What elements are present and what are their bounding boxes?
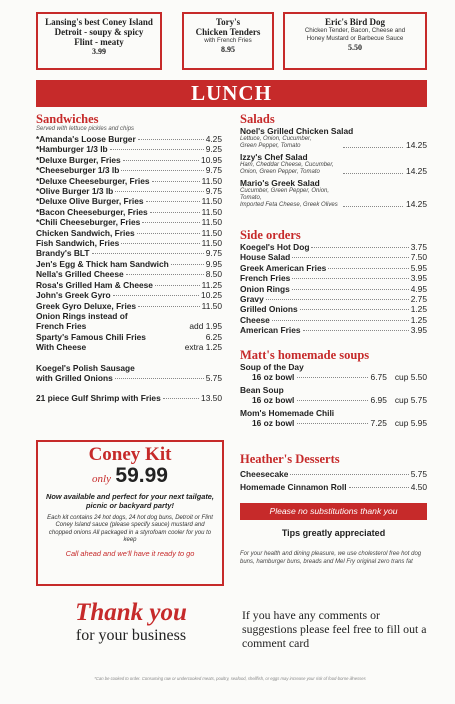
dot-leader xyxy=(146,201,200,202)
sandwich-row xyxy=(36,280,222,290)
coney-kit-box xyxy=(36,440,224,586)
item-price: 11.50 xyxy=(201,196,222,207)
coney-special-title: Lansing's best Coney Island xyxy=(45,17,153,27)
soup-bowl-price: 7.25 xyxy=(370,418,387,428)
soup-bowl: 16 oz bowl xyxy=(252,395,295,405)
item-price: 3.95 xyxy=(410,273,427,284)
salad-price: 14.25 xyxy=(406,140,427,150)
item-name: French Fries xyxy=(240,273,291,284)
item-name: Cheesecake xyxy=(240,469,289,479)
item-name: *Olive Burger 1/3 lb xyxy=(36,186,114,197)
coney-kit-only: only xyxy=(92,473,111,485)
salad-price: 14.25 xyxy=(406,166,427,176)
side-orders-section xyxy=(240,228,427,336)
polish-sausage-line1: Koegel's Polish Sausage xyxy=(36,362,135,373)
salad-desc-line: Cucumber, Green Pepper, Onion, Tomato, xyxy=(240,188,330,201)
item-price: 4.50 xyxy=(410,482,427,493)
item-name: *Cheeseburger 1/3 lb xyxy=(36,165,120,176)
item-price: 5.95 xyxy=(410,262,427,273)
item-price: 11.25 xyxy=(201,279,222,290)
dot-leader xyxy=(292,289,409,290)
item-name: *Deluxe Burger, Fries xyxy=(36,154,121,165)
dot-leader xyxy=(92,253,204,254)
salad-desc-line: Imported Feta Cheese, Greek Olives xyxy=(240,202,338,208)
salad-name: Mario's Greek Salad xyxy=(240,178,320,188)
item-name: Homemade Cinnamon Roll xyxy=(240,482,347,493)
item-price: 10.95 xyxy=(201,154,222,165)
item-name: American Fries xyxy=(240,325,301,336)
dot-leader xyxy=(343,206,403,207)
dot-leader xyxy=(110,149,204,150)
onion-rings-upgrade-line1: Onion Rings instead of xyxy=(36,310,128,321)
salad-price: 14.25 xyxy=(406,199,427,209)
item-name: Cheese xyxy=(240,314,270,325)
dot-leader xyxy=(150,212,200,213)
dot-leader xyxy=(292,278,408,279)
dot-leader xyxy=(171,264,204,265)
dot-leader xyxy=(297,377,367,378)
side-row xyxy=(240,325,427,335)
soup-item xyxy=(240,385,427,405)
tenders-special-box xyxy=(182,12,274,70)
item-name: Koegel's Hot Dog xyxy=(240,242,310,252)
dot-leader xyxy=(113,295,199,296)
item-name: Greek Gyro Deluxe, Fries xyxy=(36,300,137,311)
item-price: 1.25 xyxy=(410,304,427,315)
bird-dog-sub1: Chicken Tender, Bacon, Cheese and xyxy=(304,27,406,34)
item-price: 2.75 xyxy=(410,294,427,305)
salads-section xyxy=(240,112,427,211)
sandwich-row xyxy=(36,165,222,175)
dot-leader xyxy=(266,299,409,300)
chili-fries-row: Sparty's Famous Chili Fries 6.25 xyxy=(36,331,222,342)
salad-detail xyxy=(240,136,427,150)
salad-desc-line: Lettuce, Onion, Cucumber, xyxy=(240,136,312,142)
sandwich-row xyxy=(36,228,222,238)
tenders-special-title: Tory's xyxy=(215,17,241,27)
dot-leader xyxy=(272,320,409,321)
dot-leader xyxy=(138,139,204,140)
soup-bowl-price: 6.75 xyxy=(370,372,387,382)
soups-section xyxy=(240,348,427,431)
dot-leader xyxy=(303,330,409,331)
dot-leader xyxy=(311,247,408,248)
dot-leader xyxy=(123,160,199,161)
item-name: Jen's Egg & Thick ham Sandwich xyxy=(36,258,169,269)
lunch-banner: LUNCH xyxy=(36,80,427,107)
sandwich-row xyxy=(36,259,222,269)
bird-dog-title: Eric's Bird Dog xyxy=(325,17,385,27)
sandwich-row xyxy=(36,134,222,144)
chili-cheese-row: With Cheese extra 1.25 xyxy=(36,342,222,353)
sandwich-list xyxy=(36,134,222,311)
item-price: 9.75 xyxy=(205,165,222,176)
soup-bowl-price: 6.95 xyxy=(370,395,387,405)
side-row xyxy=(240,284,427,294)
salad-item xyxy=(240,152,427,176)
dot-leader xyxy=(142,222,199,223)
dot-leader xyxy=(343,173,403,174)
side-row xyxy=(240,242,427,252)
item-price: 9.75 xyxy=(205,248,222,259)
sandwiches-title: Sandwiches xyxy=(36,112,99,126)
side-row xyxy=(240,263,427,273)
item-name: Onion Rings xyxy=(240,283,290,294)
item-price: 7.50 xyxy=(410,252,427,263)
item-name: Chicken Sandwich, Fries xyxy=(36,227,135,238)
sandwich-row xyxy=(36,155,222,165)
item-name: Rosa's Grilled Ham & Cheese xyxy=(36,279,153,290)
salad-desc-line: Green Pepper, Tomato xyxy=(240,143,301,149)
soup-cup-price: cup 5.50 xyxy=(394,372,427,382)
item-name: Fish Sandwich, Fries xyxy=(36,238,120,249)
salad-item xyxy=(240,126,427,150)
dessert-list xyxy=(240,469,427,493)
item-name: Nella's Grilled Cheese xyxy=(36,269,124,280)
bird-dog-price: 5.50 xyxy=(348,43,362,52)
soup-prices xyxy=(240,418,427,428)
tenders-special-sub: with French Fries xyxy=(204,37,252,44)
polish-sausage-row: with Grilled Onions 5.75 xyxy=(36,372,222,383)
item-name: Grilled Onions xyxy=(240,304,298,315)
dot-leader xyxy=(349,487,409,488)
sandwich-row xyxy=(36,176,222,186)
thank-you-heading: Thank you xyxy=(75,599,187,626)
side-row xyxy=(240,294,427,304)
sandwich-row xyxy=(36,217,222,227)
desserts-title: Heather's Desserts xyxy=(240,452,340,466)
coney-kit-contents: Each kit contains 24 hot dogs, 24 hot dog buns, Detroit or Flint Coney Island sauce (please specify sauce) mustard and chopped onions All packaged in a styrofoam cooler for you to keep xyxy=(47,515,213,543)
item-price: 11.50 xyxy=(201,206,222,217)
item-price: 1.25 xyxy=(410,314,427,325)
item-price: 3.95 xyxy=(410,325,427,336)
soup-name: Mom's Homemade Chili xyxy=(240,408,335,418)
item-name: Brandy's BLT xyxy=(36,248,90,259)
salad-desc xyxy=(240,136,340,150)
salad-list xyxy=(240,126,427,209)
dessert-row xyxy=(240,469,427,479)
soup-cup-price: cup 5.75 xyxy=(394,395,427,405)
soup-bowl: 16 oz bowl xyxy=(252,418,295,428)
dot-leader xyxy=(290,474,408,475)
salad-desc-line: Onion, Green Pepper, Tomato xyxy=(240,169,320,175)
coney-special-box xyxy=(36,12,162,70)
item-price: 11.50 xyxy=(201,227,222,238)
side-list xyxy=(240,242,427,336)
item-name: *Deluxe Cheeseburger, Fries xyxy=(36,175,150,186)
item-price: 11.50 xyxy=(201,238,222,249)
dessert-row xyxy=(240,482,427,492)
sandwich-row xyxy=(36,301,222,311)
item-name: Greek American Fries xyxy=(240,262,327,273)
health-note: For your health and dining pleasure, we use cholesterol free hot dog buns, hamburger buns, breads and Mel Fry original zero trans fat xyxy=(240,551,422,565)
sandwich-row xyxy=(36,248,222,258)
item-price: 9.75 xyxy=(205,186,222,197)
item-price: 5.75 xyxy=(410,469,427,479)
item-name: *Amanda's Loose Burger xyxy=(36,134,136,144)
item-name: Gravy xyxy=(240,294,264,305)
desserts-section xyxy=(240,452,427,493)
soup-list xyxy=(240,362,427,428)
sandwiches-section xyxy=(36,112,222,404)
sandwich-row xyxy=(36,238,222,248)
soups-title: Matt's homemade soups xyxy=(240,348,370,362)
sandwich-row xyxy=(36,186,222,196)
item-price: 11.50 xyxy=(201,175,222,186)
item-price: 9.25 xyxy=(205,144,222,155)
soup-name: Soup of the Day xyxy=(240,362,304,372)
item-name: *Chili Cheeseburger, Fries xyxy=(36,217,141,228)
salad-desc-line: Ham, Cheddar Cheese, Cucumber, xyxy=(240,162,334,168)
item-name: John's Greek Gyro xyxy=(36,290,111,301)
item-price: 4.95 xyxy=(410,283,427,294)
dot-leader xyxy=(152,181,200,182)
salad-item xyxy=(240,178,427,209)
dot-leader xyxy=(297,423,367,424)
coney-special-price: 3.99 xyxy=(92,47,106,56)
coney-special-sub1: Detroit - soupy & spicy xyxy=(54,27,144,37)
coney-special-sub2: Flint - meaty xyxy=(74,37,124,47)
shrimp-row: 21 piece Gulf Shrimp with Fries 13.50 xyxy=(36,393,222,404)
item-name: *Deluxe Olive Burger, Fries xyxy=(36,196,144,207)
comments-note: If you have any comments or suggestions please feel free to fill out a comment card xyxy=(242,608,427,650)
dot-leader xyxy=(292,257,408,258)
item-price: 10.25 xyxy=(201,290,222,301)
for-your-business: for your business xyxy=(75,627,187,644)
dot-leader xyxy=(328,268,408,269)
salad-desc xyxy=(240,188,340,209)
soup-item xyxy=(240,408,427,428)
sandwich-row xyxy=(36,269,222,279)
coney-kit-promo: Now available and perfect for your next tailgate, picnic or backyard party! xyxy=(46,492,214,510)
tenders-special-title2: Chicken Tenders xyxy=(195,27,261,37)
dot-leader xyxy=(115,191,203,192)
coney-kit-call-ahead: Call ahead and we'll have it ready to go xyxy=(65,549,195,559)
salad-detail xyxy=(240,162,427,176)
dot-leader xyxy=(121,243,199,244)
item-price: 3.75 xyxy=(410,242,427,252)
sandwich-row xyxy=(36,196,222,206)
salads-title: Salads xyxy=(240,112,275,126)
dot-leader xyxy=(121,170,203,171)
dot-leader xyxy=(126,274,204,275)
sandwiches-note: Served with lettuce pickles and chips xyxy=(36,126,135,132)
bird-dog-special-box xyxy=(283,12,427,70)
dot-leader xyxy=(343,147,403,148)
item-price: 8.50 xyxy=(205,269,222,280)
dot-leader xyxy=(137,233,200,234)
item-price: 11.50 xyxy=(201,300,222,311)
side-row xyxy=(240,304,427,314)
soup-name: Bean Soup xyxy=(240,385,284,395)
item-name: House Salad xyxy=(240,252,291,263)
item-name: *Hamburger 1/3 lb xyxy=(36,144,108,155)
side-row xyxy=(240,315,427,325)
coney-kit-price: 59.99 xyxy=(115,464,168,487)
salad-name: Izzy's Chef Salad xyxy=(240,152,308,162)
sandwich-row xyxy=(36,290,222,300)
soup-prices xyxy=(240,372,427,382)
item-price: 11.50 xyxy=(201,217,222,228)
item-price: 4.25 xyxy=(205,134,222,144)
bird-dog-sub2: Honey Mustard or Barbecue Sauce xyxy=(306,35,404,42)
salad-detail xyxy=(240,188,427,209)
dot-leader xyxy=(297,400,367,401)
salad-desc xyxy=(240,162,340,176)
onion-rings-upgrade: French Fries add 1.95 xyxy=(36,321,222,332)
footnote: *Can be cooked to order. Consuming raw or undercooked meats, poultry, seafood, shellfish, or eggs may increase your risk of food-borne illnesses xyxy=(94,676,366,681)
dot-leader xyxy=(138,306,200,307)
side-row xyxy=(240,273,427,283)
no-substitutions-banner: Please no substitutions thank you xyxy=(240,503,427,520)
soup-bowl: 16 oz bowl xyxy=(252,372,295,382)
dot-leader xyxy=(155,285,200,286)
salad-name: Noel's Grilled Chicken Salad xyxy=(240,126,354,136)
onion-rings-upgrade-price: add 1.95 xyxy=(189,321,222,332)
tips-note: Tips greatly appreciated xyxy=(281,528,386,538)
tenders-special-price: 8.95 xyxy=(221,45,235,54)
soup-prices xyxy=(240,395,427,405)
side-orders-title: Side orders xyxy=(240,228,301,242)
soup-item xyxy=(240,362,427,382)
soup-cup-price: cup 5.95 xyxy=(394,418,427,428)
dot-leader xyxy=(300,309,409,310)
item-name: *Bacon Cheeseburger, Fries xyxy=(36,206,148,217)
sandwich-row xyxy=(36,144,222,154)
coney-kit-title: Coney Kit xyxy=(88,444,172,465)
sandwich-row xyxy=(36,207,222,217)
coney-kit-price-line xyxy=(38,465,222,490)
thank-you-block xyxy=(36,600,226,645)
item-price: 9.95 xyxy=(205,258,222,269)
side-row xyxy=(240,252,427,262)
